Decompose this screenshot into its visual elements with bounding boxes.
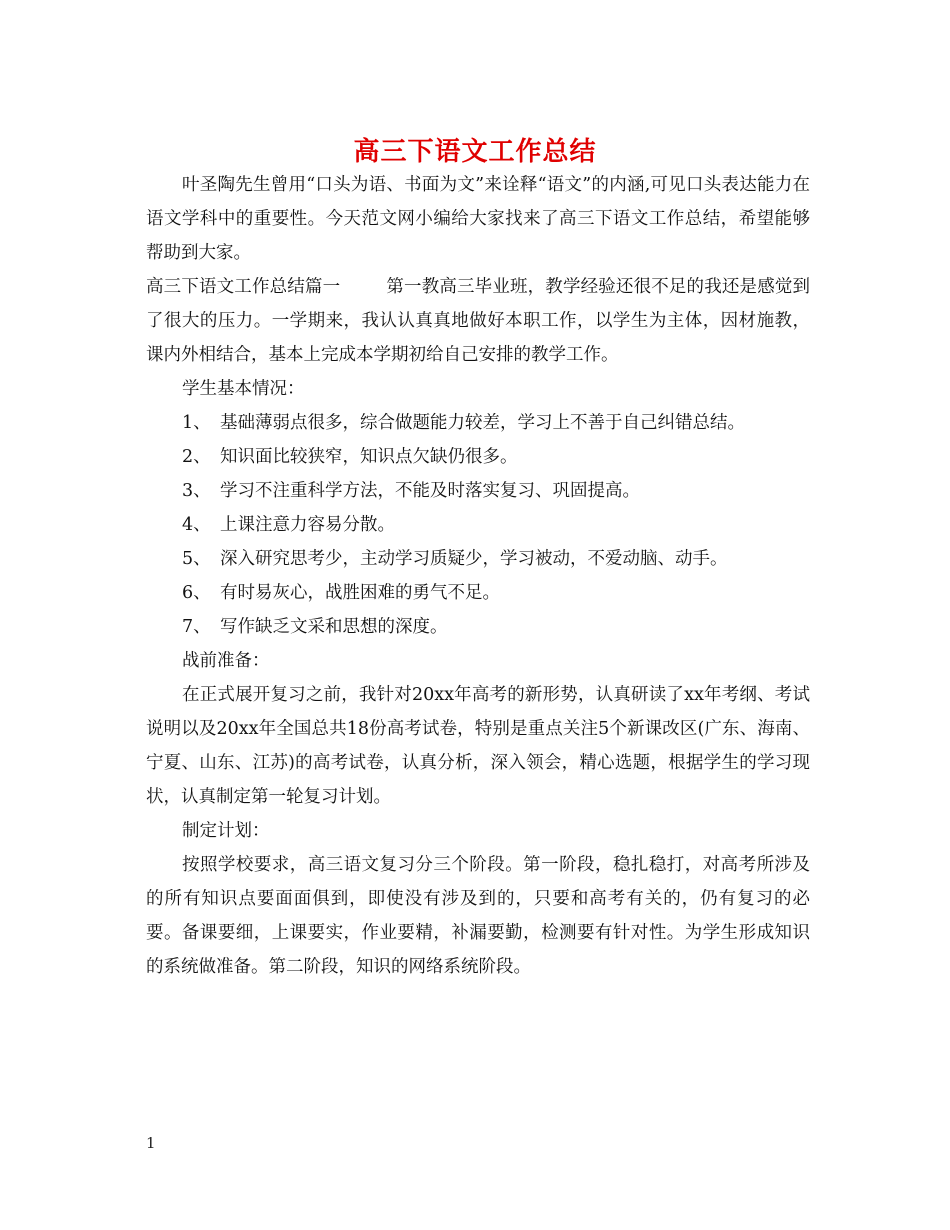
section-one-text: 第一教高三毕业班，教学经验还很不足的我还是感觉到了很大的压力。一学期来，我认认真真地做好本职工作，以学生为主体，因材施教，课内外相结合，基本上完成本学期初给自己安排的教学工作。 bbox=[146, 277, 811, 365]
list-item-text: 写作缺乏文采和思想的深度。 bbox=[220, 617, 448, 637]
list-item-text: 有时易灰心，战胜困难的勇气不足。 bbox=[220, 583, 500, 603]
list-item-number: 4、 bbox=[182, 515, 211, 535]
students-list bbox=[146, 406, 810, 644]
list-item-number: 1、 bbox=[182, 413, 211, 433]
list-item bbox=[146, 542, 810, 576]
list-item bbox=[146, 610, 810, 644]
list-item bbox=[146, 576, 810, 610]
list-item-number: 3、 bbox=[182, 481, 211, 501]
list-item bbox=[146, 474, 810, 508]
list-item-number: 2、 bbox=[182, 447, 211, 467]
plan-paragraph: 按照学校要求，高三语文复习分三个阶段。第一阶段，稳扎稳打，对高考所涉及的所有知识点要面面俱到，即使没有涉及到的，只要和高考有关的，仍有复习的必要。备课要细，上课要实，作业要精，补漏要勤，检测要有针对性。为学生形成知识的系统做准备。第二阶段，知识的网络系统阶段。 bbox=[146, 855, 810, 977]
list-item bbox=[146, 440, 810, 474]
list-item bbox=[146, 508, 810, 542]
page-number: 1 bbox=[146, 1134, 156, 1152]
document-title: 高三下语文工作总结 bbox=[353, 137, 597, 167]
list-item-number: 6、 bbox=[182, 583, 211, 603]
prep-heading: 战前准备： bbox=[182, 651, 270, 671]
students-heading: 学生基本情况： bbox=[182, 379, 305, 399]
section-one-title: 高三下语文工作总结篇一 bbox=[146, 277, 341, 297]
list-item-text: 深入研究思考少，主动学习质疑少，学习被动，不爱动脑、动手。 bbox=[220, 549, 728, 569]
list-item-number: 7、 bbox=[182, 617, 211, 637]
list-item bbox=[146, 406, 810, 440]
list-item-text: 知识面比较狭窄，知识点欠缺仍很多。 bbox=[220, 447, 518, 467]
intro-paragraph: 叶圣陶先生曾用“口头为语、书面为文”来诠释“语文”的内涵,可见口头表达能力在语文学科中的重要性。今天范文网小编给大家找来了高三下语文工作总结，希望能够帮助到大家。 bbox=[146, 175, 810, 263]
prep-paragraph: 在正式展开复习之前，我针对20xx年高考的新形势，认真研读了xx年考纲、考试说明以及20xx年全国总共18份高考试卷，特别是重点关注5个新课改区(广东、海南、宁夏、山东、江苏)的高考试卷，认真分析，深入领会，精心选题，根据学生的学习现状，认真制定第一轮复习计划。 bbox=[146, 685, 810, 807]
list-item-text: 基础薄弱点很多，综合做题能力较差，学习上不善于自己纠错总结。 bbox=[220, 413, 745, 433]
list-item-number: 5、 bbox=[182, 549, 211, 569]
document-body bbox=[146, 168, 810, 984]
list-item-text: 上课注意力容易分散。 bbox=[220, 515, 395, 535]
section-one-paragraph bbox=[146, 270, 810, 372]
plan-heading: 制定计划： bbox=[182, 821, 270, 841]
list-item-text: 学习不注重科学方法，不能及时落实复习、巩固提高。 bbox=[220, 481, 640, 501]
